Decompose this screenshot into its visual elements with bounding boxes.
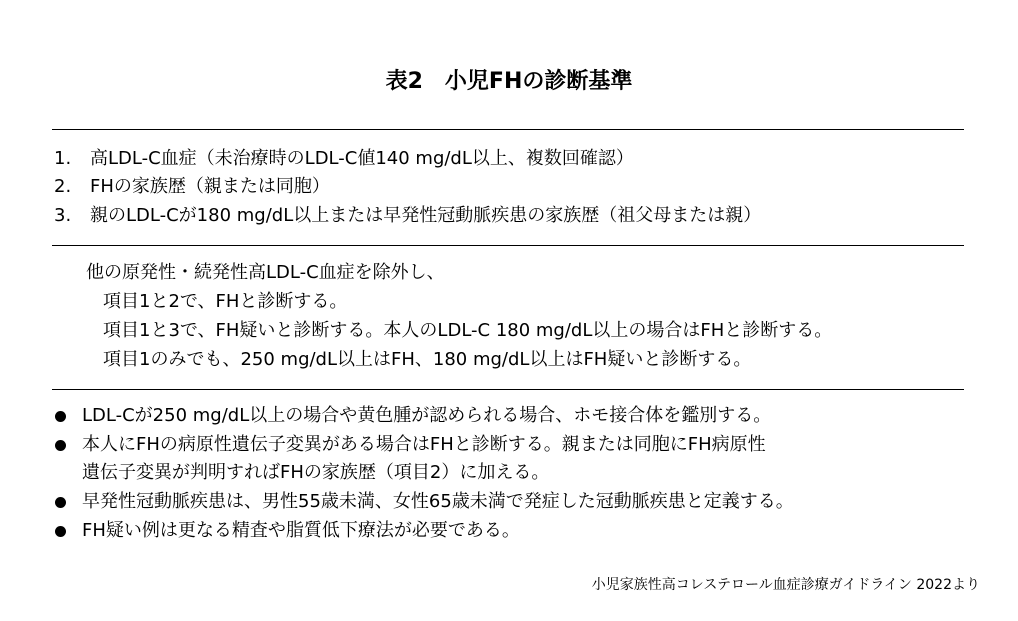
bullet-icon [55, 411, 66, 422]
divider-bottom [52, 389, 964, 390]
note-3: 早発性冠動脈疾患は、男性55歳未満、女性65歳未満で発症した冠動脈疾患と定義する。 [82, 491, 794, 512]
note-2-line-1: 本人にFHの病原性遺伝子変異がある場合はFHと診断する。親または同胞にFH病原性 [82, 434, 766, 455]
criterion-text: 高LDL-C血症（未治療時のLDL-C値140 mg/dL以上、複数回確認） [90, 148, 634, 169]
table-title: 表2 小児FHの診断基準 [385, 69, 633, 94]
criterion-text: FHの家族歴（親または同胞） [90, 176, 330, 197]
criterion-2 [54, 175, 330, 199]
divider-middle [52, 245, 964, 246]
criterion-number: 3. [54, 205, 72, 226]
criterion-number: 2. [54, 176, 72, 197]
diagnosis-rule-3: 項目1のみでも、250 mg/dL以上はFH、180 mg/dL以上はFH疑いと診断する。 [103, 349, 752, 370]
divider-top [52, 129, 964, 130]
note-4: FH疑い例は更なる精査や脂質低下療法が必要である。 [82, 520, 520, 541]
diagnosis-intro: 他の原発性・続発性高LDL-C血症を除外し、 [86, 262, 445, 283]
bullet-icon [55, 440, 66, 451]
diagnosis-rule-2: 項目1と3で、FH疑いと診断する。本人のLDL-C 180 mg/dL以上の場合はFHと診断する。 [103, 320, 833, 341]
note-1: LDL-Cが250 mg/dL以上の場合や黄色腫が認められる場合、ホモ接合体を鑑別する。 [82, 405, 772, 426]
bullet-icon [55, 526, 66, 537]
criterion-text: 親のLDL-Cが180 mg/dL以上または早発性冠動脈疾患の家族歴（祖父母または親） [90, 205, 762, 226]
bullet-icon [55, 497, 66, 508]
source-citation: 小児家族性高コレステロール血症診療ガイドライン 2022より [591, 577, 980, 593]
diagnosis-rule-1: 項目1と2で、FHと診断する。 [103, 291, 348, 312]
criterion-3 [54, 204, 761, 228]
criterion-1 [54, 147, 634, 171]
note-2-line-2: 遺伝子変異が判明すればFHの家族歴（項目2）に加える。 [82, 462, 550, 483]
criterion-number: 1. [54, 148, 72, 169]
